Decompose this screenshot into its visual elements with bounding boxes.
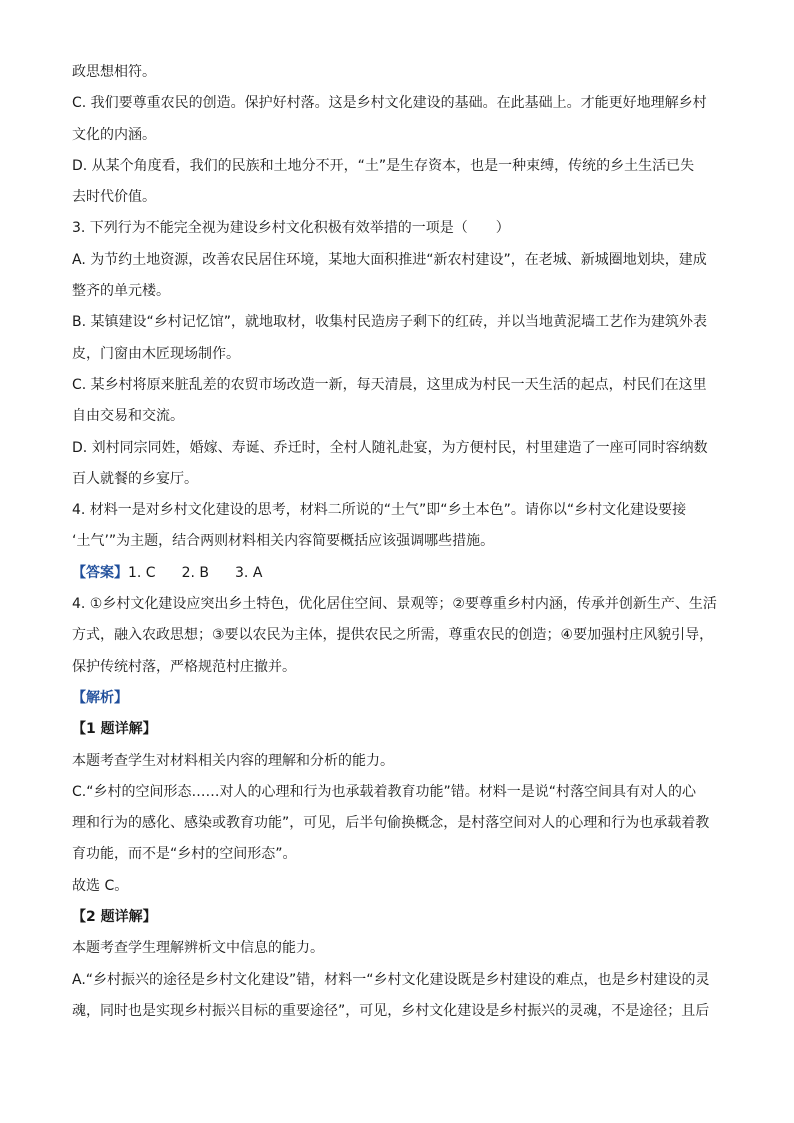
text-line: 百人就餐的乡宴厅。 bbox=[72, 470, 198, 487]
answer-item: 1. C bbox=[128, 564, 156, 581]
text-line: 整齐的单元楼。 bbox=[72, 283, 170, 300]
detail-2-line: 魂，同时也是实现乡村振兴目标的重要途径”，可见，乡村文化建设是乡村振兴的灵魂，不是途径；且后 bbox=[72, 1002, 710, 1019]
option-d: D. 从某个角度看，我们的民族和土地分不开，“土”是生存资本，也是一种束缚，传统的乡土生活已失 bbox=[72, 157, 695, 174]
document-page bbox=[72, 62, 722, 1032]
answer-4-line: 保护传统村落，严格规范村庄撤并。 bbox=[72, 658, 296, 675]
answer-4-line: 4. ①乡村文化建设应突出乡土特色，优化居住空间、景观等；②要尊重乡村内涵，传承并创新生产、生活 bbox=[72, 596, 717, 613]
question-4: 4. 材料一是对乡村文化建设的思考，材料二所说的“土气”即“乡土本色”。请你以“乡村文化建设要接 bbox=[72, 502, 687, 519]
option-c: C. 某乡村将原来脏乱差的农贸市场改造一新，每天清晨，这里成为村民一天生活的起点，村民们在这里 bbox=[72, 376, 707, 393]
answer-item: 2. B bbox=[181, 564, 210, 581]
text-line: ‘土气’”为主题，结合两则材料相关内容简要概括应该强调哪些措施。 bbox=[72, 533, 495, 550]
detail-1-line: 育功能，而不是“乡村的空间形态”。 bbox=[72, 846, 297, 863]
question-3: 3. 下列行为不能完全视为建设乡村文化积极有效举措的一项是（ ） bbox=[72, 220, 510, 237]
detail-1-line: 故选 C。 bbox=[72, 877, 129, 894]
option-a: A. 为节约土地资源，改善农民居住环境，某地大面积推进“新农村建设”，在老城、新城圈地划块，建成 bbox=[72, 251, 707, 268]
text-line: 自由交易和交流。 bbox=[72, 408, 184, 425]
detail-2-heading: 【2 题详解】 bbox=[72, 909, 157, 926]
analysis-heading bbox=[72, 688, 722, 719]
detail-2-line: 本题考查学生理解辨析文中信息的能力。 bbox=[72, 940, 324, 957]
detail-1-line: 本题考查学生对材料相关内容的理解和分析的能力。 bbox=[72, 752, 394, 769]
answer-4-line: 方式，融入农政思想；③要以农民为主体，提供农民之所需，尊重农民的创造；④要加强村庄风貌引导， bbox=[72, 627, 714, 644]
analysis-tag: 【解析】 bbox=[72, 689, 128, 706]
text-line: 政思想相符。 bbox=[72, 64, 156, 80]
detail-1-line: C.“乡村的空间形态……对人的心理和行为也承载着教育功能”错。材料一是说“村落空间具有对人的心 bbox=[72, 783, 696, 800]
answer-item: 3. A bbox=[235, 564, 263, 581]
detail-1-heading: 【1 题详解】 bbox=[72, 721, 157, 738]
option-d: D. 刘村同宗同姓，婚嫁、寿诞、乔迁时，全村人随礼赴宴，为方便村民，村里建造了一座可同时容纳数 bbox=[72, 439, 708, 456]
option-c: C. 我们要尊重农民的创造。保护好村落。这是乡村文化建设的基础。在此基础上。才能更好地理解乡村 bbox=[72, 95, 707, 112]
text-line: 文化的内涵。 bbox=[72, 126, 156, 143]
option-b: B. 某镇建设“乡村记忆馆”，就地取材，收集村民造房子剩下的红砖，并以当地黄泥墙工艺作为建筑外表 bbox=[72, 314, 708, 331]
text-line: 去时代价值。 bbox=[72, 189, 156, 206]
detail-1-line: 理和行为的感化、感染或教育功能”，可见，后半句偷换概念，是村落空间对人的心理和行为也承载着教 bbox=[72, 815, 710, 832]
text-line: 皮，门窗由木匠现场制作。 bbox=[72, 345, 240, 362]
answer-tag: 【答案】 bbox=[72, 564, 128, 581]
detail-2-line: A.“乡村振兴的途径是乡村文化建设”错，材料一“乡村文化建设既是乡村建设的难点，也是乡村建设的灵 bbox=[72, 971, 710, 988]
answer-line bbox=[72, 563, 722, 594]
